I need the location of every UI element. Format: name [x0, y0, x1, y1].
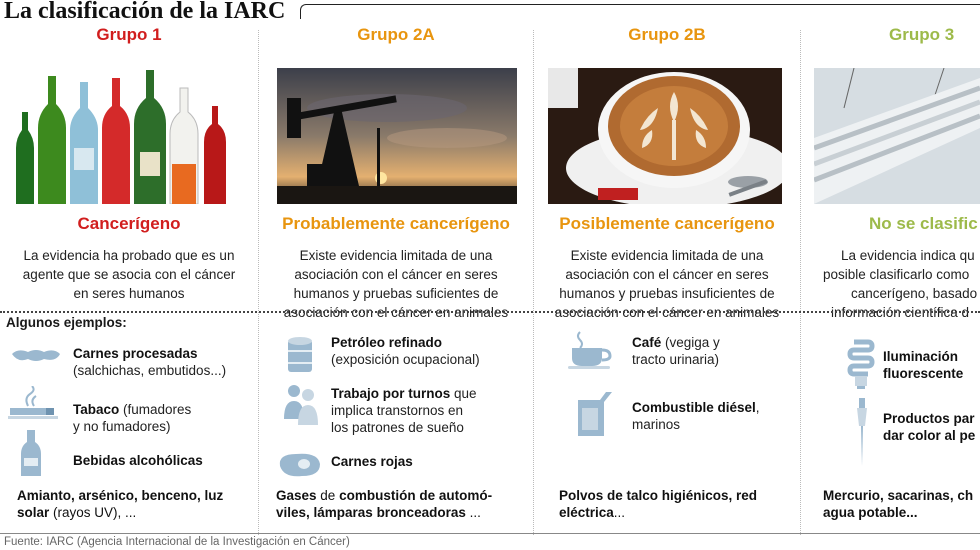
- group-title: Grupo 3: [889, 25, 955, 44]
- group-2a-column: [259, 22, 533, 322]
- group-title: Grupo 2B: [628, 25, 706, 44]
- source-note: Fuente: IARC (Agencia Internacional de la Investigación en Cáncer): [4, 536, 350, 548]
- example-alcohol: Bebidas alcohólicas: [73, 453, 203, 468]
- page-title: La clasificación de la IARC: [4, 0, 286, 24]
- group-title: Grupo 1: [96, 25, 162, 44]
- fuel-can-icon: [574, 390, 614, 438]
- group-1-column: [0, 22, 258, 322]
- group-description: Existe evidencia limitada de una asociación con el cáncer en seres humanos y pruebas suficientes de asociación con el cáncer en animales: [283, 248, 509, 320]
- coffee-cup-icon: [566, 330, 614, 370]
- coffee-cup-photo: [548, 68, 782, 204]
- category-label: Posiblemente cancerígeno: [559, 214, 775, 233]
- footer-rule: [0, 533, 980, 534]
- group-description: La evidencia ha probado que es un agente que se asocia con el cáncer en seres humanos: [22, 248, 236, 301]
- group-description: Existe evidencia limitada de una asociación con el cáncer en seres humanos y pruebas insuficientes de asociación con el cáncer en animales: [554, 248, 780, 320]
- oil-barrel-icon: [286, 336, 314, 374]
- category-label: No se clasific: [869, 214, 978, 233]
- example-tobacco: Tabaco (fumadores y no fumadores): [73, 402, 192, 434]
- example-coffee: Café (vegiga y tracto urinaria): [632, 335, 720, 367]
- bottle-icon: [20, 430, 42, 476]
- example-red-meat: Carnes rojas: [331, 454, 413, 469]
- group-2b-column: [534, 22, 800, 322]
- fluorescent-bulb-icon: [846, 338, 876, 390]
- example-fluorescent-lighting: Iluminación fluorescente: [883, 349, 964, 381]
- sausage-icon: [8, 344, 64, 368]
- section-divider: [0, 311, 980, 313]
- title-rule: [300, 4, 980, 19]
- workers-icon: [282, 383, 318, 427]
- category-label: Probablemente cancerígeno: [282, 214, 510, 233]
- group-title: Grupo 2A: [357, 25, 435, 44]
- more-examples-text: Gases de combustión de automó- viles, lámparas bronceadoras ...: [276, 488, 493, 520]
- example-diesel: Combustible diésel, marinos: [632, 400, 760, 432]
- fluorescent-light-photo: [814, 68, 980, 204]
- example-refined-petroleum: Petróleo refinado (exposición ocupacional): [331, 335, 480, 367]
- brush-icon: [854, 398, 870, 468]
- cigarette-icon: [6, 386, 62, 422]
- steak-icon: [274, 450, 324, 480]
- group-3-column: [801, 22, 980, 322]
- more-examples-text: Amianto, arsénico, benceno, luz solar (rayos UV), ...: [17, 488, 224, 520]
- more-examples-text: Mercurio, sacarinas, ch agua potable...: [823, 488, 974, 520]
- examples-heading: Algunos ejemplos:: [6, 315, 127, 330]
- example-shift-work: Trabajo por turnos que implica transtornos en los patrones de sueño: [331, 386, 477, 435]
- category-label: Cancerígeno: [77, 214, 181, 233]
- alcohol-bottles-photo: [12, 68, 240, 204]
- more-examples-text: Polvos de talco higiénicos, red eléctrica...: [559, 488, 758, 520]
- group-description: La evidencia indica qu posible clasificarlo como cancerígeno, basado información científica d: [823, 248, 978, 320]
- oil-pumpjack-photo: [277, 68, 517, 204]
- example-processed-meat: Carnes procesadas (salchichas, embutidos...): [73, 346, 227, 378]
- example-hair-dye: Productos par dar color al pe: [883, 411, 976, 443]
